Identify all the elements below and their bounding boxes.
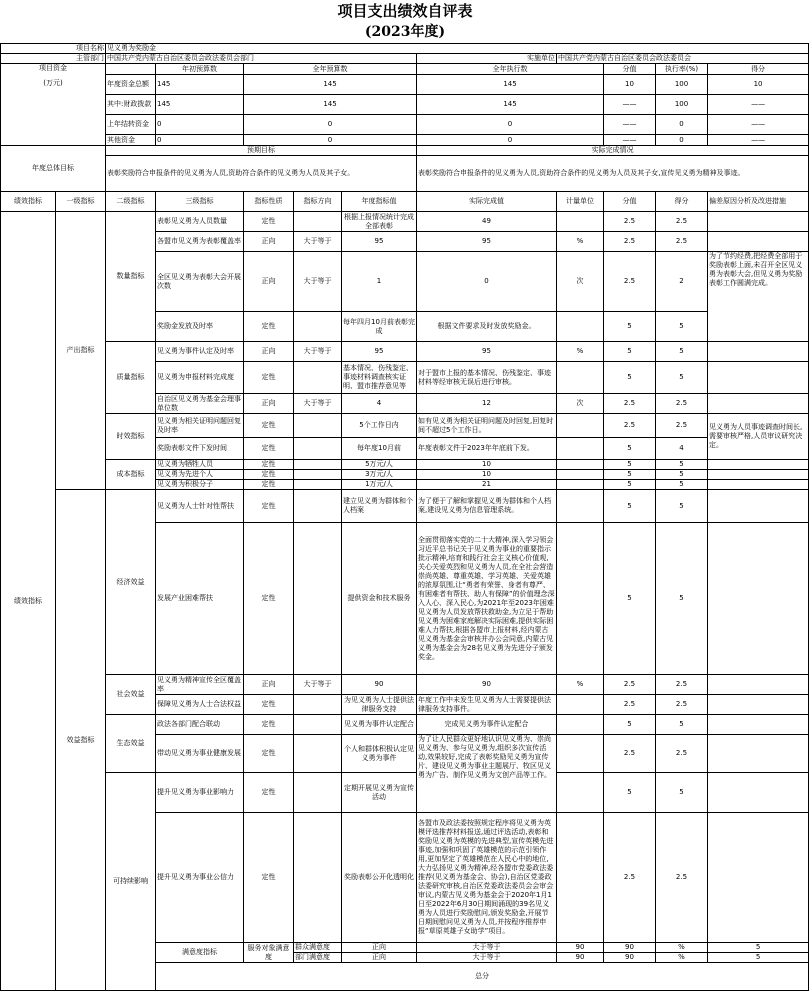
funds-row-name: 其他资金 xyxy=(106,135,156,146)
funds-unit: (万元) xyxy=(43,79,63,87)
indicator-score: 2.5 xyxy=(604,414,656,438)
indicator-score: 5 xyxy=(708,953,809,963)
indicator-name: 提升见义勇为事业公信力 xyxy=(156,813,244,943)
page-title: 项目支出绩效自评表 xyxy=(337,2,473,20)
funds-cell: —— xyxy=(604,135,656,146)
indicator-target: 1 xyxy=(342,252,417,312)
indicator-direction xyxy=(294,312,342,342)
indicator-score: 2.5 xyxy=(604,212,656,232)
indicator-direction xyxy=(294,523,342,675)
indicator-got: 2.5 xyxy=(656,735,708,773)
indicator-name: 见义勇为牺牲人员 xyxy=(156,460,244,470)
indicator-got: 2.5 xyxy=(656,414,708,438)
group-satisfy: 满意度指标 xyxy=(156,943,244,963)
indicator-note xyxy=(708,490,809,523)
funds-cell: —— xyxy=(604,95,656,115)
indicator-nature: 定性 xyxy=(244,414,294,438)
indicator-got: 2.5 xyxy=(656,695,708,715)
indicator-got: 5 xyxy=(656,490,708,523)
indicator-got: 5 xyxy=(656,523,708,675)
indicator-score: 2.5 xyxy=(604,813,656,943)
group-output: 产出指标 xyxy=(56,212,106,490)
indicator-unit xyxy=(557,414,604,438)
indicator-note xyxy=(708,773,809,813)
impl-value: 中国共产党内蒙古自治区委员会政法委员会 xyxy=(557,54,809,64)
indicator-got: 2.5 xyxy=(656,212,708,232)
indicator-got: 4 xyxy=(656,438,708,460)
indicator-score: 2.5 xyxy=(604,394,656,414)
indicator-target: 奖励表彰公开化透明化 xyxy=(342,813,417,943)
indicator-note xyxy=(708,394,809,414)
indicator-target: 定期开展见义勇为宣传活动 xyxy=(342,773,417,813)
indicator-note xyxy=(708,715,809,735)
indicator-actual: 各盟市及政法委按照规定程序将见义勇为英模评选推荐材料报送,通过评选活动,表彰和奖励见义勇为英模的先进典型,宣传英模先进事迹,加强和巩固了英雄模范的示范引领作用,更加坚定了英雄模范在人民心中的地位,大力弘扬见义勇为精神,经各盟市党委政法委推荐(见义勇为基金会、协会),自治区党委政法委研究审核,自治区党委政法委员会会审会审议,内蒙古见义勇为基金会于2020年1月1日至2022年6月30日期间涌现的39名见义勇为人员进行奖励慰问,颁发奖励金,开展节日期间慰问见义勇为人员,并按程序推荐申报“草原英雄子女助学”项目。 xyxy=(417,813,557,943)
indicator-direction xyxy=(294,212,342,232)
indicator-actual: 完成见义勇为事件认定配合 xyxy=(417,715,557,735)
indicator-unit xyxy=(557,813,604,943)
funds-cell: 10 xyxy=(604,75,656,95)
indicator-actual: 0 xyxy=(417,252,557,312)
indicator-note xyxy=(708,342,809,362)
indicator-got: 2.5 xyxy=(656,813,708,943)
indicator-nature: 定性 xyxy=(244,362,294,394)
indicator-score: 5 xyxy=(604,312,656,342)
indicator-note xyxy=(708,212,809,232)
funds-header: 执行率(%) xyxy=(656,64,708,75)
indicator-target: 5万元/人 xyxy=(342,460,417,470)
funds-cell: 145 xyxy=(244,95,417,115)
cat-social-econ: 经济效益 xyxy=(106,490,156,675)
indicator-name: 群众满意度 xyxy=(294,943,342,953)
page-subtitle: (2023年度) xyxy=(364,24,446,40)
indicator-note xyxy=(708,460,809,470)
goals-expected: 表彰奖励符合申报条件的见义勇为人员,资助符合条件的见义勇为人员及其子女。 xyxy=(106,156,417,192)
indicator-direction xyxy=(294,414,342,438)
indicator-nature: 定性 xyxy=(244,470,294,480)
indicator-direction xyxy=(294,735,342,773)
ind-header: 绩效指标 xyxy=(1,192,56,212)
indicator-unit xyxy=(557,212,604,232)
indicator-got: 2.5 xyxy=(656,675,708,695)
ind-header: 二级指标 xyxy=(106,192,156,212)
indicator-direction: 大于等于 xyxy=(294,342,342,362)
indicator-score: 5 xyxy=(604,460,656,470)
indicator-got: 5 xyxy=(656,460,708,470)
indicator-nature: 正向 xyxy=(244,675,294,695)
ind-header: 指标性质 xyxy=(244,192,294,212)
indicator-actual: 对于盟市上报的基本情况、伤残鉴定、事迹材料等经审核无误后进行审核。 xyxy=(417,362,557,394)
indicator-nature: 正向 xyxy=(342,943,417,953)
indicator-name: 自治区见义勇为基金会理事单位数 xyxy=(156,394,244,414)
indicator-direction: 大于等于 xyxy=(294,252,342,312)
cat-sustain: 可持续影响 xyxy=(106,773,156,991)
indicator-name: 见义勇为积极分子 xyxy=(156,480,244,490)
indicator-note xyxy=(708,232,809,252)
indicator-nature: 正向 xyxy=(244,252,294,312)
funds-label: 项目资金 xyxy=(39,64,67,72)
funds-cell: —— xyxy=(604,115,656,135)
cat-cost: 成本指标 xyxy=(106,460,156,490)
indicator-direction xyxy=(294,490,342,523)
indicator-name: 政法各部门配合联动 xyxy=(156,715,244,735)
indicator-direction xyxy=(294,470,342,480)
cat-social: 社会效益 xyxy=(106,675,156,715)
indicator-actual: 95 xyxy=(417,232,557,252)
indicator-score: 5 xyxy=(604,480,656,490)
ind-header: 偏差原因分析及改进措施 xyxy=(708,192,809,212)
indicator-got: 2 xyxy=(656,252,708,312)
indicator-got: 5 xyxy=(656,362,708,394)
indicator-name: 见义勇为相关证明问题回复及时率 xyxy=(156,414,244,438)
indicator-direction xyxy=(294,773,342,813)
indicator-actual: 全面贯彻落实党的二十大精神,深入学习领会习近平总书记关于见义勇为事业的重要指示批示精神,培育和践行社会主义核心价值观,关心关爱英烈和见义勇为人员,在全社会营造崇尚英雄、尊重英雄、学习英雄、关爱英雄的浓厚氛围,让“勇者有荣誉、身者有尊严、有困难者有帮扶、助人有保障”的价值理念深入人心、深入民心,为2021年至2023年困难见义勇为人员发放帮扶救助金,为立足于帮助见义勇为困难家庭解决实际困难,提供实际困难人力帮扶,根据各盟市上报材料,经内蒙古见义勇为基金会审核并办公会同意,内蒙古见义勇为基金会为28名见义勇为先进分子颁发奖金。 xyxy=(417,523,557,675)
indicator-unit xyxy=(557,312,604,342)
indicator-nature: 正向 xyxy=(244,232,294,252)
dept-value: 中国共产党内蒙古自治区委员会政法委员会部门 xyxy=(106,54,417,64)
indicator-name: 各盟市见义勇为表彰覆盖率 xyxy=(156,232,244,252)
cat-eco: 生态效益 xyxy=(106,715,156,773)
ind-header: 实际完成值 xyxy=(417,192,557,212)
indicator-unit xyxy=(557,735,604,773)
indicator-got: 5 xyxy=(656,480,708,490)
indicator-target: 每年度10月前 xyxy=(342,438,417,460)
indicator-got: 2.5 xyxy=(656,232,708,252)
indicator-got: 5 xyxy=(656,342,708,362)
indicator-actual: 年度表彰文件于2023年年底前下发。 xyxy=(417,438,557,460)
indicator-score: 5 xyxy=(604,438,656,460)
indicator-name: 见义勇为人士针对性帮扶 xyxy=(156,490,244,523)
funds-header: 全年执行数 xyxy=(417,64,604,75)
indicator-nature: 定性 xyxy=(244,523,294,675)
funds-cell: 145 xyxy=(156,95,244,115)
indicator-name: 提升见义勇为事业影响力 xyxy=(156,773,244,813)
indicator-name: 表彰见义勇为人员数量 xyxy=(156,212,244,232)
indicator-actual: 49 xyxy=(417,212,557,232)
indicator-actual: 21 xyxy=(417,480,557,490)
funds-cell: —— xyxy=(708,115,809,135)
indicator-score: 2.5 xyxy=(604,252,656,312)
funds-cell: 100 xyxy=(656,75,708,95)
ind-header: 三级指标 xyxy=(156,192,244,212)
indicator-target: 基本情况、伤残鉴定、事迹材料调查核实证明、盟市推荐意见等 xyxy=(342,362,417,394)
funds-cell: 0 xyxy=(656,135,708,146)
ind-header: 得分 xyxy=(656,192,708,212)
indicator-unit xyxy=(557,695,604,715)
funds-cell: 145 xyxy=(244,75,417,95)
indicator-note: 见义勇为人员事迹调查时间长,需要审核严格,人员审议研究决定。 xyxy=(708,414,809,460)
indicator-unit xyxy=(557,438,604,460)
indicator-nature: 定性 xyxy=(244,312,294,342)
funds-row-name: 年度资金总额 xyxy=(106,75,156,95)
indicator-nature: 定性 xyxy=(244,480,294,490)
indicator-note: 为了节约经费,把经费全部用于奖励表彰上面,未召开全区见义勇为表彰大会,但见义勇为奖励表彰工作圆满完成。 xyxy=(708,252,809,342)
indicator-score: 5 xyxy=(604,523,656,675)
indicator-nature: 定性 xyxy=(244,438,294,460)
funds-cell: 0 xyxy=(156,135,244,146)
indicator-direction: 大于等于 xyxy=(294,675,342,695)
indicator-direction xyxy=(294,438,342,460)
ind-header: 分值 xyxy=(604,192,656,212)
indicator-nature: 正向 xyxy=(342,953,417,963)
indicator-actual: 为了让人民群众更好地认识见义勇为、崇尚见义勇为、参与见义勇为,组织多次宣传活动,效果较好,完成了表彰奖励见义勇为宣传片、建设见义勇为事业主题展厅、牧区见义勇为广告、制作见义勇为文创产品等工作。 xyxy=(417,735,557,813)
indicator-direction xyxy=(294,460,342,470)
indicator-direction: 大于等于 xyxy=(294,394,342,414)
indicator-actual: 10 xyxy=(417,470,557,480)
indicator-got: 5 xyxy=(656,312,708,342)
indicator-target: 每年四月10月前表彰完成 xyxy=(342,312,417,342)
indicator-name: 部门满意度 xyxy=(294,953,342,963)
indicator-nature: 定性 xyxy=(244,773,294,813)
indicator-target: 5个工作日内 xyxy=(342,414,417,438)
indicator-nature: 定性 xyxy=(244,695,294,715)
indicator-actual: 为了便于了解和掌握见义勇为群体和个人档案,建设见义勇为信息管理系统。 xyxy=(417,490,557,523)
ind-header: 计量单位 xyxy=(557,192,604,212)
indicator-unit: % xyxy=(557,675,604,695)
funds-header: 全年预算数 xyxy=(244,64,417,75)
cat-time: 时效指标 xyxy=(106,414,156,460)
funds-cell: 145 xyxy=(417,95,604,115)
indicator-name: 全区见义勇为表彰大会开展次数 xyxy=(156,252,244,312)
goals-expected-header: 预期目标 xyxy=(106,146,417,156)
cat-quality: 质量指标 xyxy=(106,342,156,414)
indicator-actual: 12 xyxy=(417,394,557,414)
indicator-name: 带动见义勇为事业健康发展 xyxy=(156,735,244,773)
funds-header: 分值 xyxy=(604,64,656,75)
impl-label: 实施单位 xyxy=(417,54,557,64)
project-name-label: 项目名称 xyxy=(1,44,106,54)
indicator-name: 见义勇为申报材料完成度 xyxy=(156,362,244,394)
indicator-target: 90 xyxy=(342,675,417,695)
indicator-target: 3万元/人 xyxy=(342,470,417,480)
ind-header: 年度指标值 xyxy=(342,192,417,212)
indicator-direction xyxy=(294,695,342,715)
indicator-note xyxy=(708,675,809,695)
indicator-unit: % xyxy=(656,943,708,953)
funds-cell: 145 xyxy=(417,75,604,95)
group-benefit: 效益指标 xyxy=(56,490,106,991)
funds-cell: 0 xyxy=(244,115,417,135)
indicator-score: 5 xyxy=(604,342,656,362)
indicator-actual: 90 xyxy=(604,953,656,963)
indicator-direction xyxy=(294,362,342,394)
funds-cell: 10 xyxy=(708,75,809,95)
indicator-score: 5 xyxy=(604,773,656,813)
indicator-note xyxy=(708,695,809,715)
indicator-unit xyxy=(557,773,604,813)
project-name-value: 见义勇为奖励金 xyxy=(106,44,809,54)
indicator-nature: 定性 xyxy=(244,735,294,773)
funds-header: 得分 xyxy=(708,64,809,75)
indicator-actual: 10 xyxy=(417,460,557,470)
indicator-got: 2.5 xyxy=(656,394,708,414)
funds-row-name: 上年结转资金 xyxy=(106,115,156,135)
indicator-name: 发展产业困难帮扶 xyxy=(156,523,244,675)
indicator-score: 5 xyxy=(708,943,809,953)
indicator-unit: 次 xyxy=(557,252,604,312)
indicator-nature: 正向 xyxy=(244,394,294,414)
indicator-unit xyxy=(557,460,604,470)
indicator-score: 5 xyxy=(604,470,656,480)
indicator-actual: 90 xyxy=(604,943,656,953)
dept-label: 主管部门 xyxy=(1,54,106,64)
indicator-nature: 定性 xyxy=(244,460,294,470)
indicator-score: 5 xyxy=(604,362,656,394)
funds-cell: —— xyxy=(708,95,809,115)
funds-cell: 145 xyxy=(156,75,244,95)
cat-qty: 数量指标 xyxy=(106,212,156,342)
indicator-unit xyxy=(557,523,604,675)
indicator-unit xyxy=(557,715,604,735)
indicator-name: 奖励表彰文件下发时间 xyxy=(156,438,244,460)
indicator-unit: % xyxy=(656,953,708,963)
cat-service: 服务对象满意度 xyxy=(244,943,294,963)
indicator-name: 见义勇为精神宣传全区覆盖率 xyxy=(156,675,244,695)
goals-label: 年度总体目标 xyxy=(1,146,106,192)
indicator-actual: 年度工作中未发生见义勇为人士需要提供法律服务支持事件。 xyxy=(417,695,557,715)
funds-header-empty xyxy=(106,64,156,75)
indicator-unit xyxy=(557,490,604,523)
indicator-note xyxy=(708,470,809,480)
indicator-nature: 定性 xyxy=(244,813,294,943)
indicator-direction xyxy=(294,480,342,490)
indicator-unit xyxy=(557,480,604,490)
indicator-actual: 根据文件要求及时发放奖励金。 xyxy=(417,312,557,342)
indicator-actual: 如有见义勇为相关证明问题及时回复,回复时间不超过5个工作日。 xyxy=(417,414,557,438)
indicator-target: 95 xyxy=(342,232,417,252)
indicator-direction: 大于等于 xyxy=(417,953,557,963)
indicator-unit xyxy=(557,470,604,480)
indicator-score: 2.5 xyxy=(604,695,656,715)
funds-row-name: 其中:财政拨款 xyxy=(106,95,156,115)
indicator-target: 90 xyxy=(557,943,604,953)
indicator-nature: 正向 xyxy=(244,342,294,362)
indicator-target: 95 xyxy=(342,342,417,362)
indicator-score: 2.5 xyxy=(604,675,656,695)
indicator-got: 5 xyxy=(656,470,708,480)
funds-cell: 100 xyxy=(656,95,708,115)
indicator-nature: 定性 xyxy=(244,715,294,735)
indicator-actual: 90 xyxy=(417,675,557,695)
indicator-note xyxy=(708,813,809,943)
indicator-score: 2.5 xyxy=(604,232,656,252)
indicator-target: 为见义勇为人士提供法律服务支持 xyxy=(342,695,417,715)
indicator-note xyxy=(708,362,809,394)
self-evaluation-table xyxy=(0,43,809,991)
indicator-nature: 定性 xyxy=(244,490,294,523)
funds-cell: —— xyxy=(708,135,809,146)
indicator-score: 5 xyxy=(604,715,656,735)
funds-header: 年初预算数 xyxy=(156,64,244,75)
funds-cell: 0 xyxy=(244,135,417,146)
indicator-unit xyxy=(557,362,604,394)
indicator-target: 1万元/人 xyxy=(342,480,417,490)
indicator-got: 5 xyxy=(656,715,708,735)
indicator-unit: 次 xyxy=(557,394,604,414)
indicator-direction: 大于等于 xyxy=(294,232,342,252)
funds-cell: 0 xyxy=(417,135,604,146)
total-label: 总分 xyxy=(156,963,809,991)
indicator-target: 建立见义勇为群体和个人档案 xyxy=(342,490,417,523)
goals-actual-header: 实际完成情况 xyxy=(417,146,809,156)
indicator-name: 见义勇为先进个人 xyxy=(156,470,244,480)
indicator-score: 5 xyxy=(604,490,656,523)
group-perf: 绩效指标 xyxy=(1,212,56,991)
indicator-unit: % xyxy=(557,232,604,252)
indicator-target: 90 xyxy=(557,953,604,963)
indicator-direction xyxy=(294,715,342,735)
indicator-target: 见义勇为事件认定配合 xyxy=(342,715,417,735)
indicator-target: 提供资金和技术服务 xyxy=(342,523,417,675)
indicator-target: 个人和群体积极认定见义勇为事件 xyxy=(342,735,417,773)
indicator-name: 保障见义勇为人士合法权益 xyxy=(156,695,244,715)
funds-label-cell xyxy=(1,64,106,146)
indicator-got: 5 xyxy=(656,773,708,813)
indicator-name: 见义勇为事件认定及时率 xyxy=(156,342,244,362)
goals-actual: 表彰奖励符合申报条件的见义勇为人员,资助符合条件的见义勇为人员及其子女,宣传见义勇为精神及事迹。 xyxy=(417,156,809,192)
ind-header: 指标方向 xyxy=(294,192,342,212)
funds-cell: 0 xyxy=(156,115,244,135)
indicator-nature: 定性 xyxy=(244,212,294,232)
indicator-target: 根据上报情况统计完成全部表彰 xyxy=(342,212,417,232)
funds-cell: 0 xyxy=(417,115,604,135)
indicator-unit: % xyxy=(557,342,604,362)
indicator-note xyxy=(708,523,809,675)
indicator-score: 2.5 xyxy=(604,735,656,773)
indicator-direction: 大于等于 xyxy=(417,943,557,953)
indicator-actual: 95 xyxy=(417,342,557,362)
ind-header: 一级指标 xyxy=(56,192,106,212)
indicator-note xyxy=(708,480,809,490)
funds-cell: 0 xyxy=(656,115,708,135)
indicator-target: 4 xyxy=(342,394,417,414)
indicator-note xyxy=(708,735,809,773)
indicator-name: 奖励金发放及时率 xyxy=(156,312,244,342)
indicator-direction xyxy=(294,813,342,943)
